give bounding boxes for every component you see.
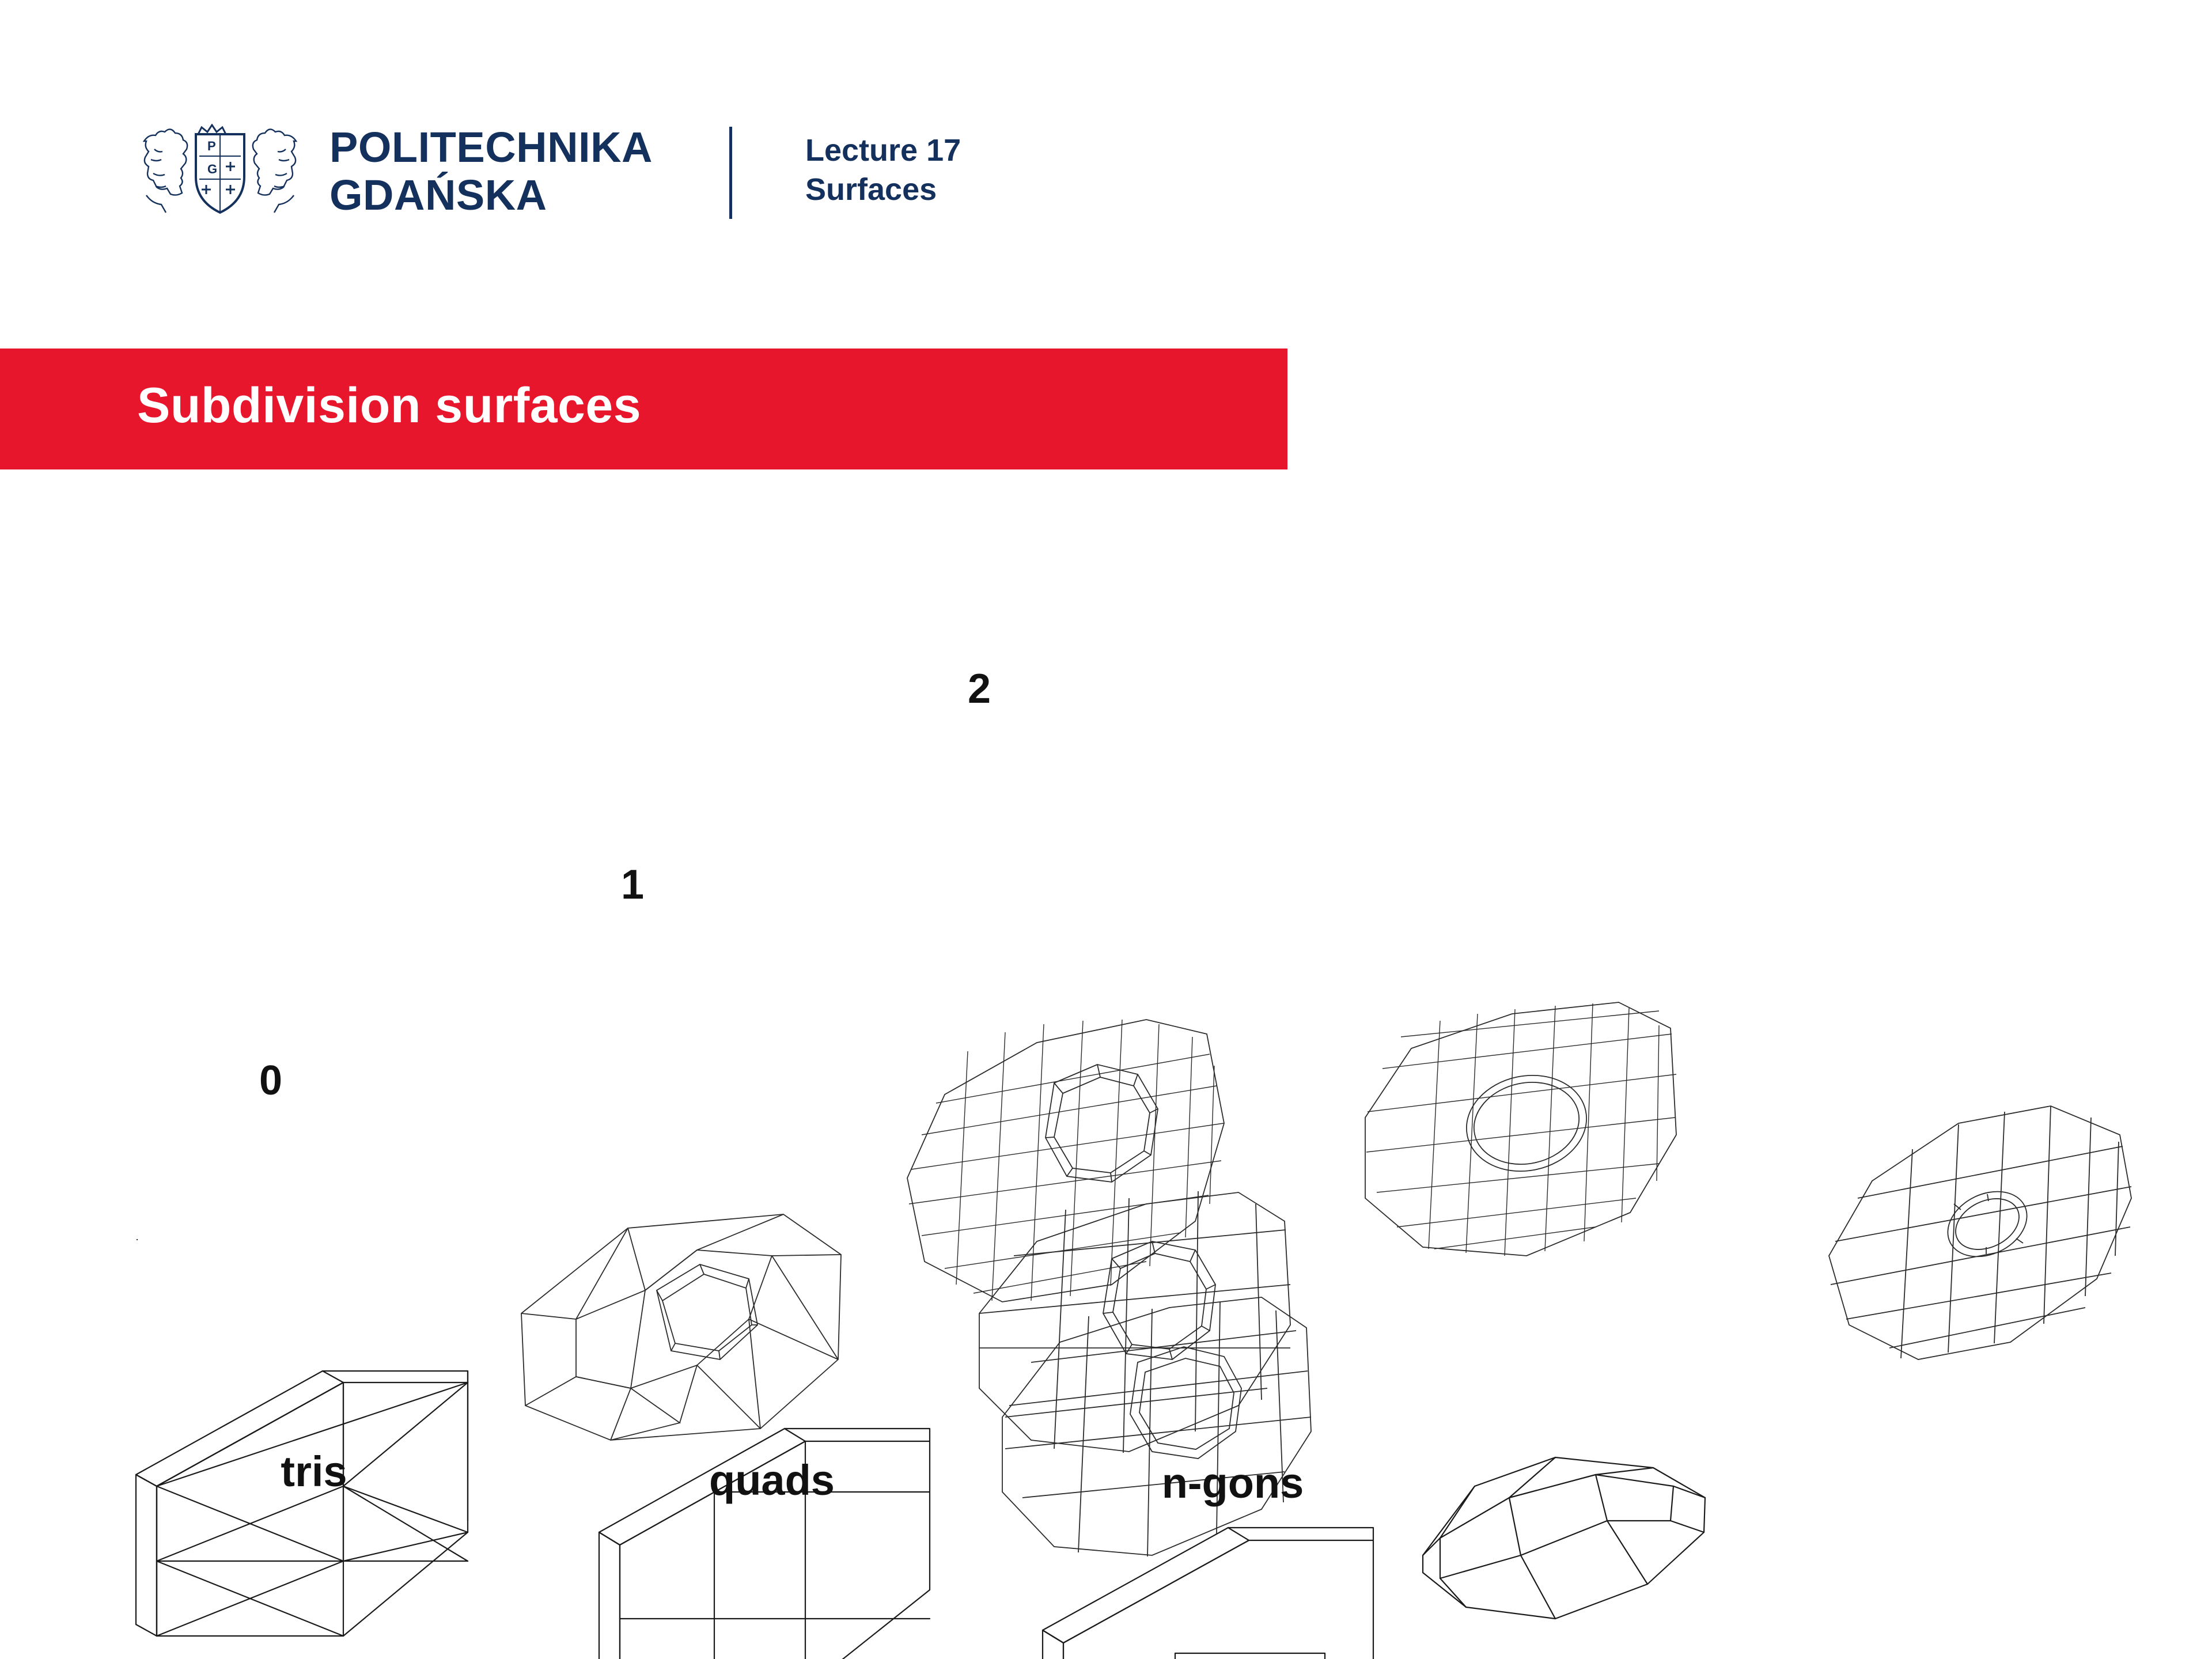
ngons-coarse-solid (1423, 1457, 1705, 1619)
tris-level1-mesh (521, 1214, 841, 1440)
slide-title-bar (0, 349, 1287, 469)
university-name-line1: POLITECHNIKA (329, 123, 653, 171)
university-name-line2: GDAŃSKA (329, 171, 547, 219)
crest-letter-p: P (207, 139, 216, 154)
ngons-base-plate (1043, 1528, 1373, 1659)
column-label-ngons: n-gons (1161, 1459, 1304, 1507)
header-divider (729, 127, 732, 219)
page-title: Subdivision surfaces (137, 378, 642, 433)
crest-letter-g: G (207, 162, 218, 177)
lecture-info (805, 131, 961, 209)
ngons-level1-mesh (1002, 1297, 1311, 1556)
tris-level2-mesh (907, 1020, 1224, 1302)
ngons-level2-mesh (1365, 1002, 1676, 1256)
university-logo-block (134, 124, 653, 219)
university-name (329, 124, 653, 219)
lecture-number: Lecture 17 (805, 133, 961, 168)
tris-mesh-group (136, 1371, 468, 1636)
slide-header (0, 0, 2212, 323)
subdivision-figure (0, 541, 2212, 1659)
lecture-topic: Surfaces (805, 172, 937, 207)
quads-level1-mesh (979, 1191, 1290, 1453)
level-label-1: 1 (620, 862, 645, 908)
level-label-2: 2 (967, 666, 991, 712)
column-label-tris: tris (281, 1448, 347, 1495)
pg-crest-icon (134, 124, 306, 219)
level-label-0: 0 (259, 1058, 283, 1104)
column-label-quads: quads (709, 1456, 835, 1504)
far-right-smooth-mesh (1829, 1106, 2131, 1359)
